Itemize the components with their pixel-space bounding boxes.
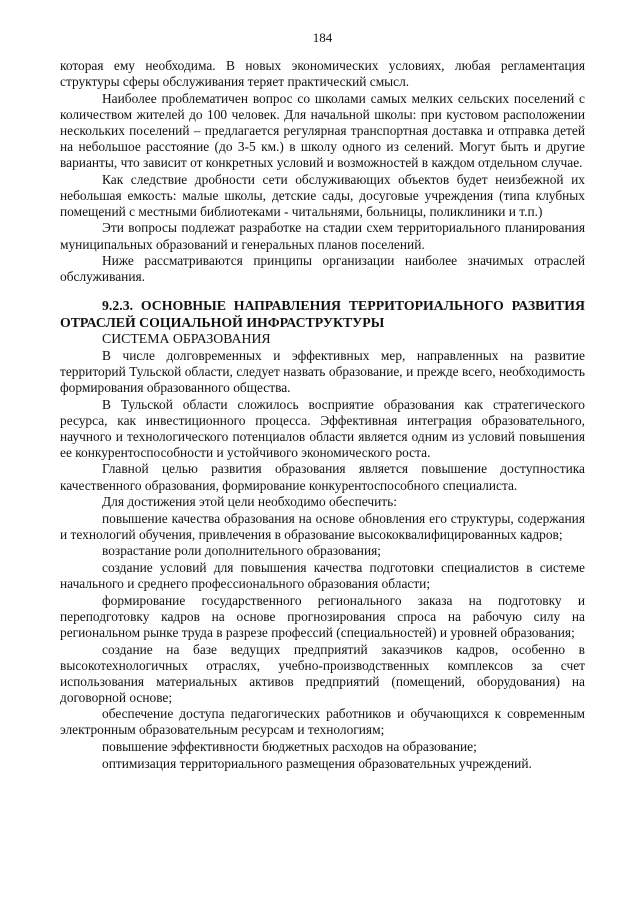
page-number: 184	[312, 30, 333, 45]
paragraph: Ниже рассматриваются принципы организации наиболее значимых отраслей обслуживания.	[60, 253, 585, 285]
list-item: оптимизация территориального размещения образовательных учреждений.	[102, 755, 532, 771]
list-item: формирование государственного регионального заказа на подготовку и переподготовку кадров на основе прогнозирования спроса на рабочую силу на региональном рынке труда в разрезе профессий (специальностей) и уровней образования;	[60, 592, 585, 640]
paragraph: В числе долговременных и эффективных мер, направленных на развитие территорий Тульской области, следует назвать образование, и прежде всего, необходимость формирования образованного общества.	[60, 347, 585, 395]
paragraph: В Тульской области сложилось восприятие образования как стратегического ресурса, как инвестиционного процесса. Эффективная интеграция образовательного, научного и технологического потенциалов области является одним из условий повышения ее конкурентоспособности и устойчивого экономического роста.	[60, 396, 585, 460]
list-item: повышение эффективности бюджетных расходов на образование;	[102, 739, 477, 755]
paragraph: Эти вопросы подлежат разработке на стадии схем территориального планирования муниципальных образований и генеральных планов поселений.	[60, 220, 585, 252]
paragraph: Наиболее проблематичен вопрос со школами самых мелких сельских поселений с количеством жителей до 100 человек. Для начальной школы: при кустовом расположении нескольких поселений – предлагается регулярная транспортная доставка и отправка детей на небольшое расстояние (до 3-5 км.) в школу одного из селений. Могут быть и другие варианты, что зависит от конкретных условий и возможностей в каждом отдельном случае.	[60, 90, 585, 171]
list-item: обеспечение доступа педагогических работников и обучающихся к современным электронным образовательным ресурсам и технологиям;	[60, 706, 585, 738]
section-heading: 9.2.3. ОСНОВНЫЕ НАПРАВЛЕНИЯ ТЕРРИТОРИАЛЬНОГО РАЗВИТИЯ ОТРАСЛЕЙ СОЦИАЛЬНОЙ ИНФРАСТРУКТУРЫ	[60, 298, 585, 330]
paragraph: которая ему необходима. В новых экономических условиях, любая регламентация структуры сферы обслуживания теряет практический смысл.	[60, 58, 585, 90]
paragraph: Для достижения этой цели необходимо обеспечить:	[102, 494, 397, 510]
list-item: возрастание роли дополнительного образования;	[102, 543, 381, 559]
paragraph: Главной целью развития образования является повышение доступностика качественного образования, формирование конкурентоспособного специалиста.	[60, 461, 585, 493]
list-item: создание на базе ведущих предприятий заказчиков кадров, особенно в высокотехнологичных отраслях, учебно-производственных комплексов за счет использования материальных активов предприятий (помещений, оборудования) на договорной основе;	[60, 641, 585, 705]
page-body	[60, 58, 585, 772]
subsection-heading: СИСТЕМА ОБРАЗОВАНИЯ	[102, 331, 271, 347]
list-item: создание условий для повышения качества подготовки специалистов в системе начального и среднего профессионального образования области;	[60, 560, 585, 592]
paragraph: Как следствие дробности сети обслуживающих объектов будет неизбежной их небольшая емкость: малые школы, детские сады, досуговые учреждения (типа клубных помещений с местными библиотеками - читальнями, больницы, поликлиники и т.п.)	[60, 171, 585, 219]
list-item: повышение качества образования на основе обновления его структуры, содержания и технологий обучения, привлечения в образование высококвалифицированных кадров;	[60, 510, 585, 542]
document-page	[60, 0, 585, 905]
